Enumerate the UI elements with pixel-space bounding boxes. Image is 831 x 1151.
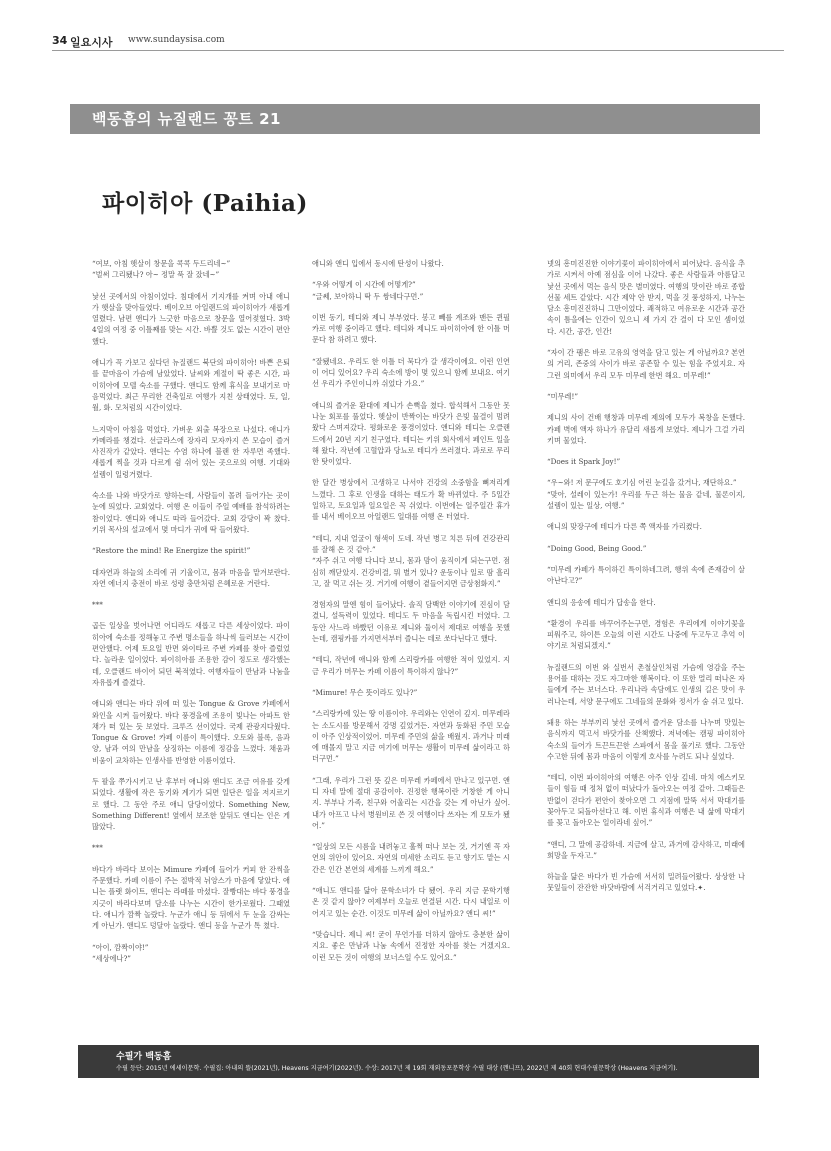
article-paragraph: 경험자의 말엔 힘이 들어났다. 솔직 담백한 이야기에 진심이 담겼니, 설득력이 있었다. 테디도 두 마음을 독립시킨 터였다. 그동안 사느라 바빴던 이유로 제니와 둘이서 제대로 여행을 못했는데, 캠핑카를 가지면서부터 즐니는 데로 쏘다닌다고 했다. — [312, 600, 510, 644]
article-paragraph: “우와 어떻게 이 시간에 어떻게?” “글쎄, 보아하니 딱 두 쌍네다구먼.” — [312, 280, 424, 301]
article-paragraph: “아이, 깜짝이야!” “세상에나?” — [92, 942, 149, 963]
article-paragraph: “Mimure! 무슨 뜻이라도 있나?” — [312, 687, 418, 697]
article-paragraph: “환경이 우리를 바꾸어주는구먼, 경험은 우리에게 이야기꽃을 피워주고, 하이튼 오늘의 이런 시간도 나중에 두고두고 추억 이야기로 처럼되겠지.” — [547, 618, 745, 651]
article-paragraph: “애니도 앤디를 닮아 문학소녀가 다 됐어. 우리 지금 문학기행 온 것 같지 않아? 여제부터 오늘로 연결된 시간. 다시 내일로 이어지고 있는 순간. 이것도 미무레 삶이 아닐까요? 앤디 씨!” — [312, 886, 510, 918]
article-paragraph: “우~와! 저 문구에도 호기심 어린 눈길을 갔거나, 재단하요.” “맞아, 설레이 있는가! 우리를 두근 하는 물음 같네, 물론이지, 설렘이 있는 일상, 여행.” — [547, 478, 745, 511]
article-paragraph: “여보, 아침 햇살이 창문을 콕콕 두드리네~” “벌써 그리됐나? 아~ 정말 푹 잘 잤네~” — [92, 259, 231, 280]
article-paragraph: 제니의 사이 건배 행창과 미무레 제의에 모두가 복창을 돈했다. 카페 벽에 액자 하나가 유달리 새롭게 보였다. 제니가 그걸 가리키며 물었다. — [547, 413, 745, 445]
article-paragraph: 앤디의 응송에 테디가 답송을 한다. — [547, 597, 656, 607]
publication-name: 일요시사 — [70, 36, 113, 49]
page-number: 34 — [52, 34, 68, 47]
article-paragraph: “스리랑카에 있는 땅 이름이야. 우리와는 인연이 깊지. 미무레라는 소도시를 방문해서 강명 깊었거든. 자연과 동화된 주민 모습이 아주 인상적이었어. 미무레 주민의 삶을 배웠지. 과거나 미래에 매몰지 말고 지금 여기에 머무는 생활이 미무레 삶이라고 하더구먼.” — [312, 709, 510, 764]
article-paragraph: “테디, 지내 얼굴이 형색이 도네. 작년 병고 치른 뒤에 건강관리를 잘해 온 것 같아.” “자주 쉬고 여행 다니다 보니, 몸과 맘이 움직이게 되는구먼. 점심히 깨닫았지. 건강비결, 뭐 별거 있나? 운동이나 일로 땀 흘리고, 잘 먹고 쉬는 것. 거기에 여행이 곁들어지면 금상첨화지.” — [312, 533, 510, 588]
article-column-1 — [92, 258, 290, 1036]
article-paragraph: 이번 동기, 테디와 제니 부부였다. 봉고 빼를 계조와 맨든 퀸필카로 여행 중이라고 했다. 테디와 제니도 파이히아에 한 이틀 머문다 참 하려고 했다. — [312, 312, 510, 345]
author-bio-box — [78, 1045, 759, 1078]
article-paragraph: “잘됐네요. 우리도 한 이틀 더 묵다가 갈 생각이에요. 이런 인연이 어디 있어요? 우리 숙소에 방이 몇 있으니 함께 보내요. 여기선 우리가 주인이니까 쉬었다 가요.” — [312, 356, 510, 389]
series-banner — [70, 104, 760, 134]
article-paragraph: “앤디, 그 말에 공감하네. 지금에 살고, 과거에 감사하고, 미래에 희망을 두자고.” — [547, 839, 745, 860]
article-paragraph: *** — [92, 600, 103, 610]
article-paragraph: “그래, 우리가 그런 뜻 깊은 미무레 카페에서 만나고 있구먼. 앤디 자네 말에 절대 공감이야. 진정한 행복이란 거창한 게 아니지. 부부나 가족, 친구와 어울리는 시간을 갖는 게 아닌가 싶어. 내가 아프고 나서 병원비로 쓴 것 여행이다 쓰자는 게 모토가 됐어.” — [312, 775, 510, 830]
article-paragraph: 낯선 곳에서의 아침이었다. 침대에서 기지개를 켜며 아내 애니가 햇살을 맞아들였다. 베이오브 아일랜드의 파이히아가 새롭게 열렸다. 남편 앤디가 느긋한 마음으로 창문을 열어젖혔다. 3박 4일의 여정 중 이틀째를 맞는 시간. 바쁠 것도 없는 시간이 편안했다. — [92, 291, 290, 346]
article-paragraph: “Restore the mind! Re Energize the spirit!” — [92, 546, 251, 556]
article-paragraph: “Does it Spark Joy!” — [547, 457, 621, 467]
article-paragraph: 느지막이 아침을 먹었다. 가벼운 외출 복장으로 나섰다. 애니가 카메라를 챙겼다. 선글라스에 장자리 모자까지 쓴 모습이 즐겨 사진작가 같았다. 앤디는 수염 하나에 블랜 한 자루면 족했다. 새롭게 찍을 것과 다르게 쉼 쉬어 있는 곳으로의 여행. 기대와 설렘이 일렁거렸다. — [92, 424, 290, 479]
article-paragraph: 한 달간 병상에서 고생하고 나서야 건강의 소중함을 뼈저리게 느꼈다. 그 후로 인생을 대하는 태도가 확 바뀌었다. 주 5일간 일하고, 토요일과 일요일은 꼭 쉬었다. 이번에는 일주일간 휴가를 내서 베이오브 아일랜드 일대를 여행 온 터였다. — [312, 478, 510, 522]
article-paragraph: 뉴질랜드의 이번 와 실번서 촌철살인처럼 가슴에 영감을 주는 용어를 대하는 것도 자그마한 행복이다. 이 또한 멀리 떠나온 자들에게 주는 보너스다. 우리나라 속담에도 인생의 길은 맛이 우러나는데, 서양 문구에도 그네들의 문화와 정서가 숨 쉬고 있다. — [547, 662, 745, 706]
masthead-divider — [52, 50, 784, 51]
article-paragraph: 애니가 꼭 가보고 싶다던 뉴질랜드 북단의 파이히아! 바쁜 은퇴를 끝마음이 가슴에 남았었다. 날씨와 계절이 딱 좋은 시간, 파이히아에 모텔 숙소를 구했다. 앤디도 함께 휴식을 보내기로 마음먹었다. 최근 무리한 건축일로 여행가 지친 상태였다. 토, 일, 월, 화. 모처럼의 시간이었다. — [92, 358, 290, 413]
article-paragraph: 바다가 바라다 보이는 Mimure 카페에 들어가 커피 한 잔씩을 주문했다. 카페 이름이 주는 절박적 뉘앙스가 마음에 닿았다. 애니는 플랫 화이트, 앤디는 라떼를 마셨다. 잘빵대는 바다 풍경을 지긋이 바라다보며 담소를 나누는 시간이 한가로웠다. 그때였다. 애니가 깜짝 놀랐다. 누군가 애니 등 뒤에서 두 눈을 감싸는 게 아닌가. 앤디도 덩달아 놀랐다. 앤디 등을 누군가 톡 쳤다. — [92, 864, 290, 931]
article-title: 파이히아 (Paihia) — [102, 190, 308, 217]
article-paragraph: “일상의 모든 시름을 내려놓고 훌쩍 떠나 보는 것, 거기엔 꼭 자연의 위안이 있어요. 자연의 미세한 소리도 듣고 향기도 맡는 시간은 인간 본연의 세계를 느끼게 해요.” — [312, 842, 510, 874]
article-paragraph: 곱든 일상을 벗어나면 어디라도 새롭고 다른 세상이었다. 파이히아에 숙소를 정해놓고 주변 명소들을 하나씩 들러보는 시간이 편안했다. 어제 토요일 반면 와이타르 주변 카페를 찾아 즐렀었다. 놀라운 일이었다. 파이히아를 조용한 감이 정도로 생각했는데, 오클랜드 바이어 되던 북적였다. 여행자들이 만남과 나눔을 자유롭게 즐겼다. — [92, 621, 290, 687]
article-paragraph: *** — [92, 843, 103, 853]
article-paragraph: 애니의 즐거운 환대에 제니가 손뼉을 쳤다. 합석해서 그동안 못 나눈 회포를 풀었다. 햇살이 반짝이는 바닷가 은빛 물결이 멈려왔다 스며져갔다. 평화로운 풍경이었다. 앤디와 테디는 오클랜드에서 20년 지기 친구였다. 테디는 키위 회사에서 페인트 일을 해 왔다. 작년에 고혈압과 당뇨로 테디가 쓰러졌다. 과로로 무리한 탓이었다. — [312, 400, 510, 467]
article-column-3 — [547, 258, 745, 1036]
article-paragraph: 하늘을 닮은 바다가 빈 가슴에 서서히 밀려들어왔다. 상상한 나뭇잎들이 잔잔한 바닷바람에 서걱거리고 있었다.✦. — [547, 872, 745, 893]
article-paragraph: “Doing Good, Being Good.” — [547, 543, 647, 553]
article-paragraph: “미무레!” — [547, 391, 579, 401]
author-name: 수필가 백동흠 — [116, 1052, 172, 1062]
article-paragraph: 애니와 앤디 입에서 동시에 탄성이 나왔다. — [312, 259, 444, 268]
article-paragraph: “테디, 이번 파이히아의 여행은 아주 인상 깊네. 마치 에스키모들이 힘들 때 정처 없이 떠났다가 돌아오는 여정 같아. 그때들은 반없이 걷다가 편안이 찾아오면 그 지점에 말뚝 서서 막대기를 꽂아두고 되돌아선다고 해. 이번 휴식과 여행은 내 삶에 막대기를 꽂고 돌아오는 일이라네 싶어.” — [547, 773, 745, 828]
article-paragraph: 애니와 앤디는 바다 위에 떠 있는 Tongue & Grove 카페에서 와인을 시켜 들어왔다. 바다 풍경을에 조용이 빛나는 아파트 한 채가 떠 있는 듯 보였다. 크루즈 선이었다. 국제 관광지다웠다. Tongue & Grove! 카페 이름이 특이했다. 오토와 블록, 음과 양, 남과 여의 만남을 상징하는 이름에 정감을 느꼈다. 채움과 비움이 교차하는 인생사를 반영한 이름이었다. — [92, 699, 290, 765]
article-paragraph: 돼용 하는 부부끼리 낯선 곳에서 즐거운 담소를 나누며 맛있는 음식까지 먹고서 바닷가를 산책했다. 저녁에는 캠핑 파이히아 숙소의 들어가 트끈트끈한 스파에서 몸을 풀기로 했다. 그동안 수고한 뒤에 몸과 마음이 이렇게 호사를 누려도 되나 싶었다. — [547, 717, 745, 761]
article-column-2 — [312, 258, 510, 1036]
article-paragraph: “자이 간 팸은 바로 고유의 영역을 담고 있는 게 아닐까요? 본연의 거리, 존중의 사이가 바로 공존할 수 있는 힘을 주었지요. 자 그런 의미에서 우리 모두 미무레 한번 해요. 미무레!” — [547, 348, 745, 380]
article-paragraph: 애니의 맞장구에 테디가 다른 쪽 액자를 가리켰다. — [547, 522, 702, 532]
article-paragraph: 숙소를 나와 바닷가로 향하는데, 사람들이 몰려 들어가는 곳이 눈에 띄었다. 교회였다. 여행 온 이들이 주일 예배를 참석하려는 참이었다. 앤디와 애니도 따라 들어갔다. 교회 강당이 꽉 찼다. 키위 목사의 설교에서 몇 마디가 귀에 딱 들어왔다. — [92, 491, 290, 534]
article-paragraph: “테디, 작년에 애니와 함께 스리랑카를 여행한 적이 있었지. 지금 우리가 머무는 카페 이름이 특이하지 않나?” — [312, 655, 510, 676]
article-paragraph: 두 팔을 쭈가시키고 난 후부터 애니와 앤디도 조금 여유를 갖게 되었다. 생활에 작은 동기와 계기가 되면 일단은 일을 저지르기로 했다. 그 동안 주로 애니 담당이었다. Something New, Something Different! 옆에서 보조한 앞뒤도 앤디는 인은 게 많았다. — [92, 776, 290, 832]
article-paragraph: 넷의 흥미진진한 이야기꽃이 파이히아에서 피어났다. 음식을 추가로 시켜서 아예 점심을 이어 나갔다. 좋은 사람들과 아름답고 낯선 곳에서 먹는 음식 맛은 별미였다. 여행의 맛이란 바로 종합선물 세트 같았다. 시간 제약 안 받지, 먹을 것 풍성하지, 나누는 담소 흥미진진하니 그만이었다. 쾌적하고 여유로운 시간과 공간 속이 틈을에는 인간이 있으니 세 가지 간 결이 다 모인 셈이었다. 시간, 공간, 인간! — [547, 259, 745, 336]
article-paragraph: 대자연과 하늘의 소리에 귀 기울이고, 몸과 마음을 맡겨보란다. 자연 에너지 충전이 바로 성령 충만처럼 은혜로운 거란다. — [92, 567, 290, 588]
article-paragraph: “맞습니다. 제니 씨! 굳이 무언가를 더하지 않아도 충분한 삶이지요. 좋은 만남과 나눔 속에서 진정한 자아를 찾는 거겠지요. 이런 모든 것이 여행의 보너스일 수도 있어요.” — [312, 929, 510, 962]
article-paragraph: “미무레 카페가 특이하긴 특이하네그려, 행위 속에 존재감이 살아난다고?” — [547, 564, 745, 586]
author-bio: 수필 등단: 2015년 에세이문학. 수필집: 아내의 뜰(2021년), Heavens 지금여기(2022년). 수상: 2017년 제 19회 재외동포문학상 수필 대상 (깬니프), 2022년 제 40회 현대수필문학상 (Heavens 지금여기). — [116, 1065, 678, 1072]
publication-url[interactable]: www.sundaysisa.com — [128, 35, 225, 45]
series-title: 백동흠의 뉴질랜드 꽁트 21 — [92, 110, 281, 128]
